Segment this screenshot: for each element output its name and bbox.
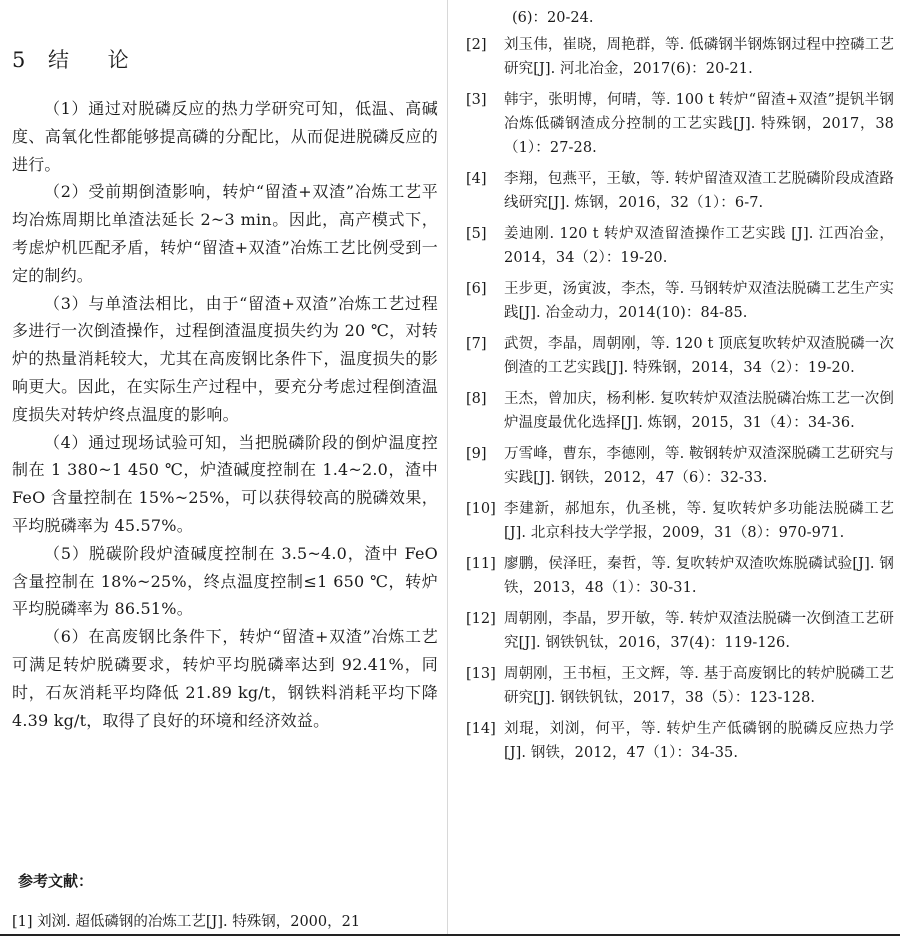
reference-item <box>466 332 894 380</box>
reference-number: [12] <box>466 611 496 627</box>
reference-number: [4] <box>466 171 487 187</box>
reference-text: 刘琨，刘浏，何平，等. 转炉生产低磷钢的脱磷反应热力学[J]. 钢铁，2012，47（1）：34-35. <box>504 721 894 761</box>
reference-item <box>466 717 894 765</box>
reference-number: [5] <box>466 226 487 242</box>
reference-text: 万雪峰，曹东，李德刚，等. 鞍钢转炉双渣深脱磷工艺研究与实践[J]. 钢铁，2012，47（6）：32-33. <box>504 446 894 486</box>
conclusion-paragraph: （3）与单渣法相比，由于“留渣+双渣”冶炼工艺过程多进行一次倒渣操作，过程倒渣温度损失约为 20 ℃，对转炉的热量消耗较大，尤其在高废钢比条件下，温度损失的影响更大。因此，在实际生产过程中，要充分考虑过程倒渣温度损失对转炉终点温度的影响。 <box>12 293 438 424</box>
reference-text: 廖鹏，侯泽旺，秦哲，等. 复吹转炉双渣吹炼脱磷试验[J]. 钢铁，2013，48（1）：30-31. <box>504 556 894 596</box>
reference-number: [9] <box>466 446 487 462</box>
reference-number: [8] <box>466 391 487 407</box>
section-number: 5 <box>12 48 27 72</box>
section-heading <box>12 44 145 74</box>
reference-number: [14] <box>466 721 496 737</box>
reference-text: 武贺，李晶，周朝刚，等. 120 t 顶底复吹转炉双渣脱磷一次倒渣的工艺实践[J]. 特殊钢，2014，34（2）：19-20. <box>504 336 894 376</box>
reference-number: [2] <box>466 37 487 53</box>
reference-number: [10] <box>466 501 496 517</box>
reference-item <box>466 277 894 325</box>
conclusion-paragraph: （2）受前期倒渣影响，转炉“留渣+双渣”冶炼工艺平均冶炼周期比单渣法延长 2~3 min。因此，高产模式下，考虑炉机匹配矛盾，转炉“留渣+双渣”冶炼工艺比例受到一定的制约。 <box>12 182 438 285</box>
column-divider <box>447 0 448 934</box>
reference-item <box>12 909 440 935</box>
section-title: 结 论 <box>48 48 145 72</box>
reference-list <box>466 33 894 772</box>
reference-item <box>466 497 894 545</box>
conclusion-paragraph: （1）通过对脱磷反应的热力学研究可知，低温、高碱度、高氧化性都能够提高磷的分配比，从而促进脱磷反应的进行。 <box>12 99 438 174</box>
conclusion-paragraph: （5）脱碳阶段炉渣碱度控制在 3.5~4.0，渣中 FeO 含量控制在 18%~25%，终点温度控制≤1 650 ℃，转炉平均脱磷率为 86.51%。 <box>12 543 438 619</box>
reference-text: 王步更，汤寅波，李杰，等. 马钢转炉双渣法脱磷工艺生产实践[J]. 冶金动力，2014(10)：84-85. <box>504 281 894 321</box>
conclusion-paragraph: （6）在高废钢比条件下，转炉“留渣+双渣”冶炼工艺可满足转炉脱磷要求，转炉平均脱磷率达到 92.41%，同时，石灰消耗平均降低 21.89 kg/t，钢铁料消耗平均下降 4.39 kg/t，取得了良好的环境和经济效益。 <box>12 627 438 730</box>
reference-item <box>466 88 894 160</box>
reference-text: 刘浏. 超低磷钢的冶炼工艺[J]. 特殊钢，2000，21 <box>37 914 361 930</box>
reference-number: [6] <box>466 281 487 297</box>
bottom-rule <box>0 934 900 936</box>
reference-text: 姜迪刚. 120 t 转炉双渣留渣操作工艺实践 [J]. 江西冶金，2014，34（2）：19-20. <box>504 226 894 266</box>
references-heading: 参考文献： <box>18 872 94 890</box>
reference-item <box>466 607 894 655</box>
reference-text: 周朝刚，李晶，罗开敏，等. 转炉双渣法脱磷一次倒渣工艺研究[J]. 钢铁钒钛，2016，37(4)：119-126. <box>504 611 894 651</box>
reference-text: 李建新，郝旭东，仇圣桃，等. 复吹转炉多功能法脱磷工艺 [J]. 北京科技大学学报，2009，31（8）：970-971. <box>504 501 894 541</box>
reference-text: 李翔，包燕平，王敏，等. 转炉留渣双渣工艺脱磷阶段成渣路线研究[J]. 炼钢，2016，32（1）：6-7. <box>504 171 894 211</box>
reference-text: 刘玉伟，崔晓，周艳群，等. 低磷钢半钢炼钢过程中控磷工艺研究[J]. 河北冶金，2017(6)：20-21. <box>504 37 894 77</box>
reference-text: 韩宇，张明博，何晴，等. 100 t 转炉“留渣+双渣”提钒半钢冶炼低磷钢渣成分控制的工艺实践[J]. 特殊钢，2017，38（1）：27-28. <box>504 92 894 156</box>
reference-number: [3] <box>466 92 487 108</box>
reference-item <box>466 442 894 490</box>
reference-item <box>466 552 894 600</box>
reference-number: [13] <box>466 666 496 682</box>
reference-item <box>466 662 894 710</box>
reference-item <box>466 387 894 435</box>
reference-number: [7] <box>466 336 487 352</box>
reference-number: [11] <box>466 556 496 572</box>
reference-number: [1] <box>12 914 33 930</box>
reference-item <box>466 167 894 215</box>
conclusion-paragraph: （4）通过现场试验可知，当把脱磷阶段的倒炉温度控制在 1 380~1 450 ℃，炉渣碱度控制在 1.4~2.0，渣中 FeO 含量控制在 15%~25%，可以获得较高的脱磷效果，平均脱磷率为 45.57%。 <box>12 432 438 535</box>
reference-item <box>466 222 894 270</box>
reference-text: 王杰，曾加庆，杨利彬. 复吹转炉双渣法脱磷冶炼工艺一次倒炉温度最优化选择[J]. 炼钢，2015，31（4）：34-36. <box>504 391 894 431</box>
reference-text: 周朝刚，王书桓，王文辉，等. 基于高废钢比的转炉脱磷工艺研究[J]. 钢铁钒钛，2017，38（5）：123-128. <box>504 666 894 706</box>
reference-continuation: (6)：20-24. <box>512 10 594 26</box>
reference-item <box>466 33 894 81</box>
conclusions-body <box>12 95 438 734</box>
